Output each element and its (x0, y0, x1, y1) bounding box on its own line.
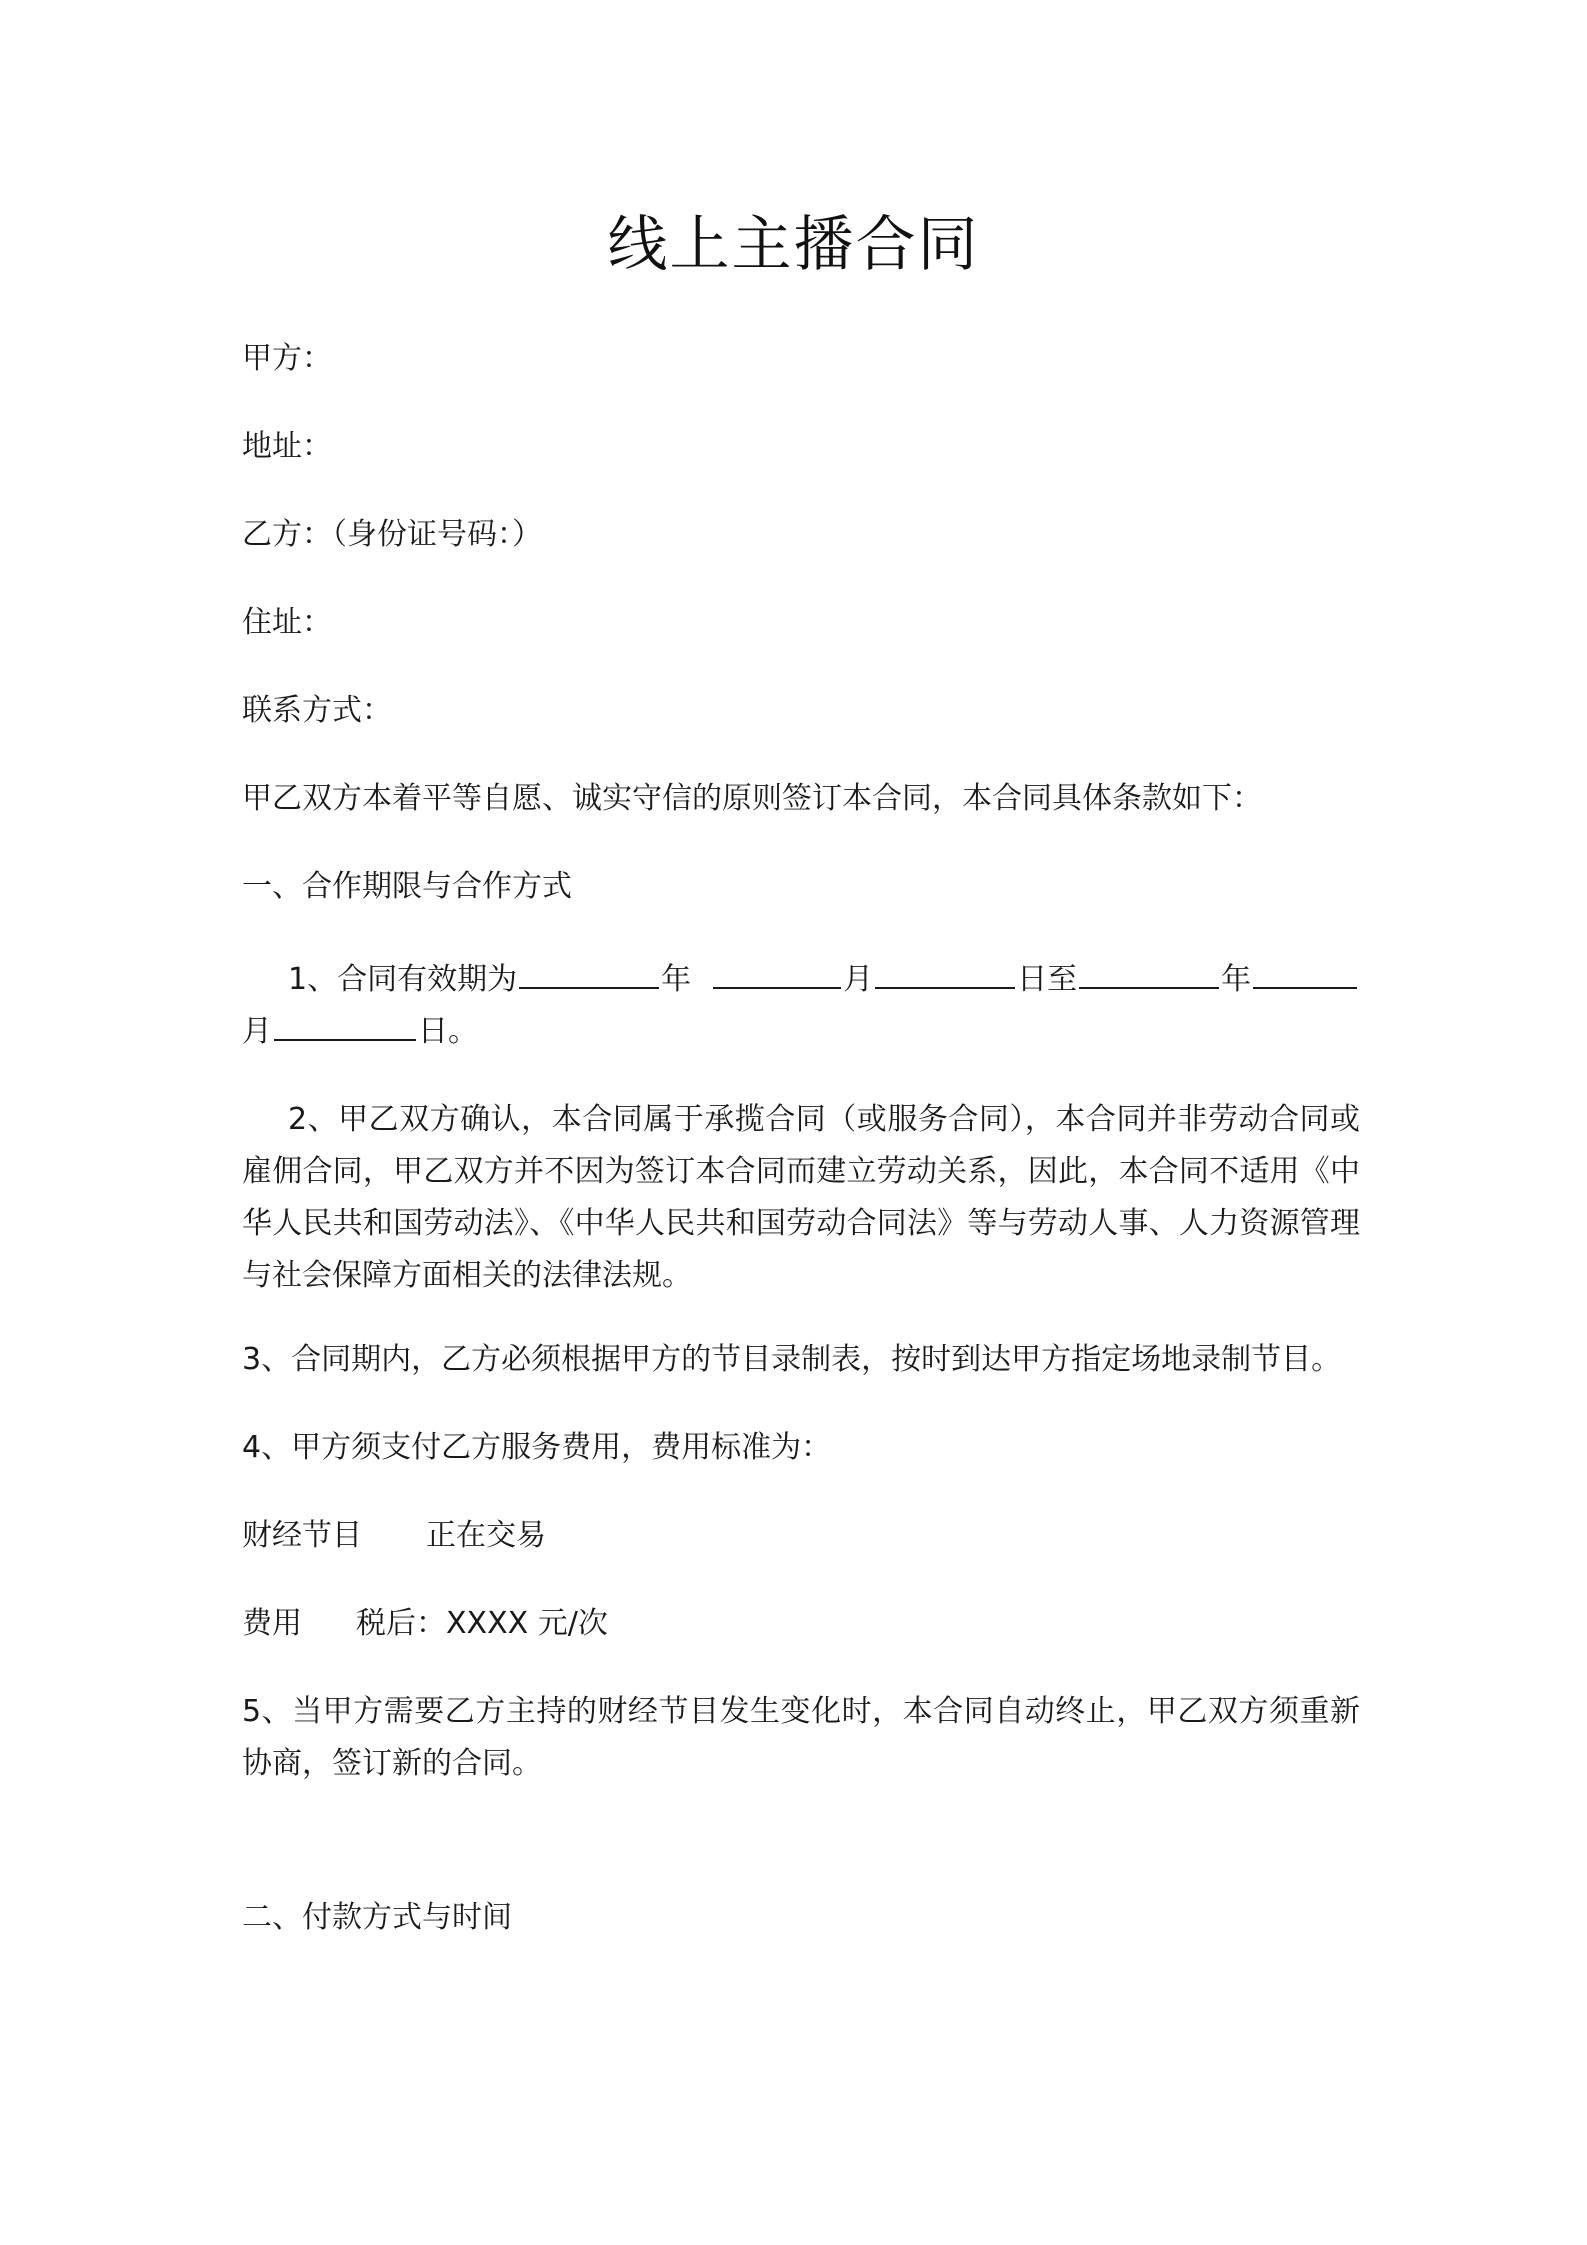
clause1-line2 (242, 1006, 1362, 1058)
section2-heading: 二、付款方式与时间 (242, 1900, 512, 1935)
residence-field: 住址： (242, 605, 332, 640)
fee-row-program (242, 1510, 1362, 1562)
clause1-month1: 月 (843, 962, 874, 997)
address-field: 地址： (242, 429, 332, 464)
party-b-field: 乙方：（身份证号码：） (242, 517, 542, 552)
clause1-day2: 日。 (418, 1014, 478, 1049)
clause5-paragraph: 5、当甲方需要乙方主持的财经节目发生变化时，本合同自动终止，甲乙双方须重新协商，签订新的合同。 (242, 1694, 1360, 1781)
clause1-month2: 月 (242, 1014, 272, 1049)
fee-value: 税后：XXXX 元/次 (356, 1606, 608, 1641)
blank-end-day[interactable] (274, 1009, 416, 1041)
fee-label: 费用 (242, 1606, 302, 1641)
clause1-day1-to: 日至 (1017, 962, 1078, 997)
blank-start-day[interactable] (875, 957, 1015, 989)
fee-row-cost (242, 1598, 1362, 1650)
clause1-line1 (288, 954, 1362, 1006)
program-value: 正在交易 (426, 1518, 546, 1553)
document-title: 线上主播合同 (607, 210, 980, 280)
party-a-field: 甲方： (242, 341, 332, 376)
blank-start-month[interactable] (713, 957, 841, 989)
clause1-year2: 年 (1221, 962, 1252, 997)
blank-end-year[interactable] (1079, 957, 1219, 989)
contact-field: 联系方式： (242, 693, 392, 728)
blank-end-month[interactable] (1253, 957, 1357, 989)
intro-paragraph: 甲乙双方本着平等自愿、诚实守信的原则签订本合同，本合同具体条款如下： (242, 781, 1262, 816)
section1-heading: 一、合作期限与合作方式 (242, 869, 572, 904)
clause4-paragraph: 4、甲方须支付乙方服务费用，费用标准为： (242, 1430, 832, 1465)
clause1-prefix: 1、合同有效期为 (288, 962, 518, 997)
clause3-paragraph: 3、合同期内，乙方必须根据甲方的节目录制表，按时到达甲方指定场地录制节目。 (242, 1342, 1342, 1377)
clause1-year1: 年 (661, 962, 692, 997)
program-label: 财经节目 (242, 1518, 362, 1553)
blank-start-year[interactable] (519, 957, 659, 989)
clause2-paragraph: 2、甲乙双方确认，本合同属于承揽合同（或服务合同），本合同并非劳动合同或雇佣合同，甲乙双方并不因为签订本合同而建立劳动关系，因此，本合同不适用《中华人民共和国劳动法》、《中华人民共和国劳动合同法》等与劳动人事、人力资源管理与社会保障方面相关的法律法规。 (242, 1102, 1360, 1293)
